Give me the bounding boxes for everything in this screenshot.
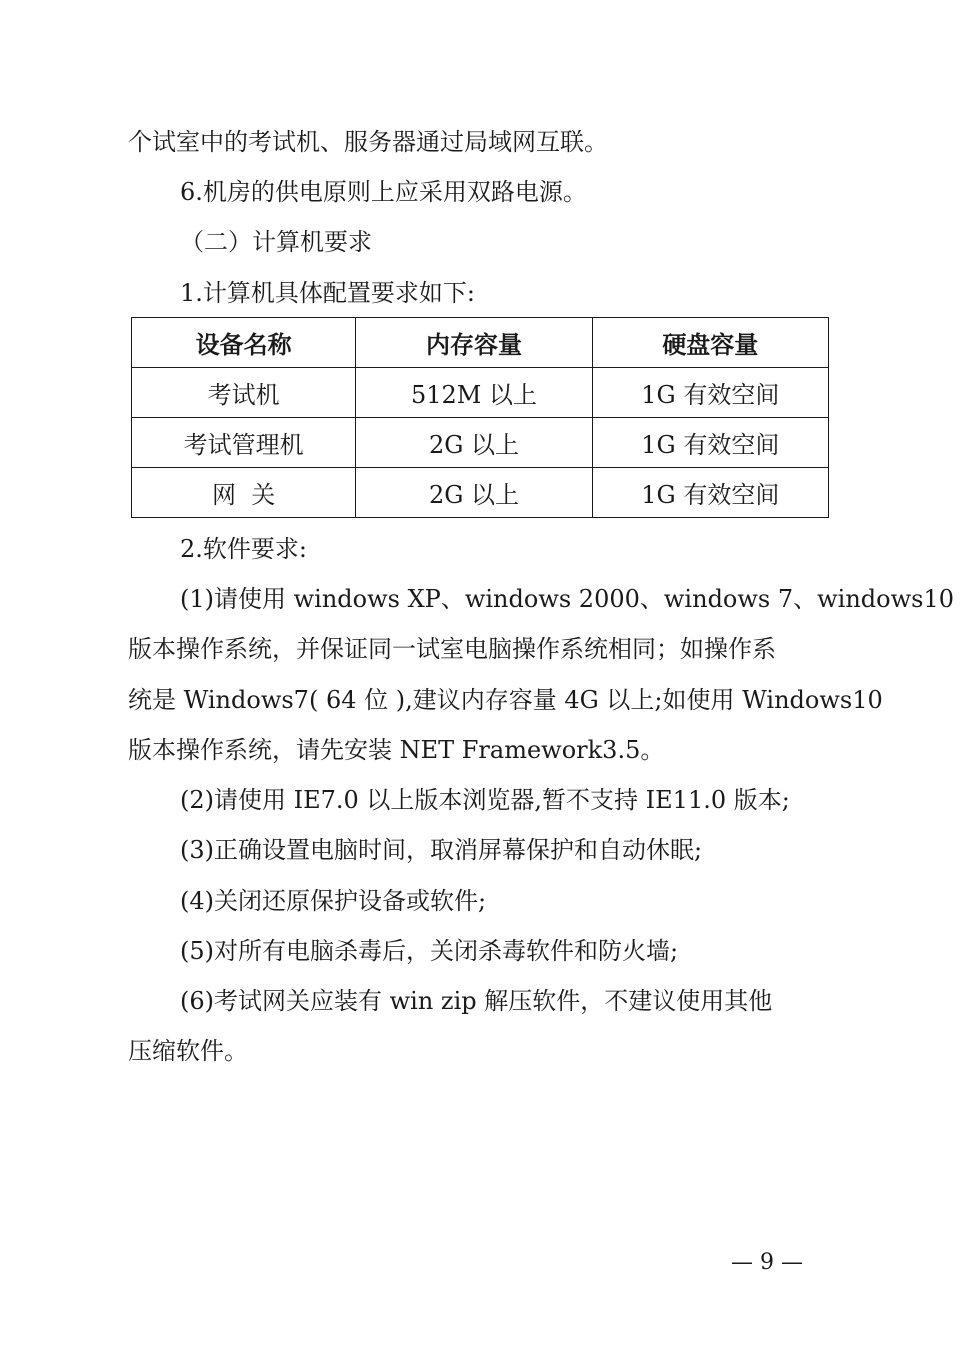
cell-memory: 2G 以上: [356, 468, 592, 518]
software-req-6-line2: 压缩软件。: [128, 1037, 248, 1065]
software-req-1-line2: 版本操作系统，并保证同一试室电脑操作系统相同；如操作系: [128, 635, 776, 663]
software-req-5: (5)对所有电脑杀毒后，关闭杀毒软件和防火墙;: [180, 937, 679, 965]
cell-device: 考试机: [132, 368, 356, 418]
software-req-1-line3: 统是 Windows7( 64 位 ),建议内存容量 4G 以上;如使用 Windows10: [128, 686, 883, 714]
table-row: [132, 368, 829, 418]
table-row: [132, 418, 829, 468]
config-table: [131, 317, 829, 518]
paragraph-power-supply: 6.机房的供电原则上应采用双路电源。: [180, 178, 587, 206]
table-row: [132, 468, 829, 518]
software-req-4: (4)关闭还原保护设备或软件;: [180, 887, 487, 915]
section-heading-computer: （二）计算机要求: [180, 228, 372, 256]
paragraph-lan: 个试室中的考试机、服务器通过局域网互联。: [128, 128, 608, 156]
header-memory: 内存容量: [356, 318, 592, 368]
cell-disk: 1G 有效空间: [592, 418, 828, 468]
software-req-3: (3)正确设置电脑时间，取消屏幕保护和自动休眠;: [180, 836, 703, 864]
page-number: — 9 —: [731, 1250, 803, 1275]
paragraph-config-intro: 1.计算机具体配置要求如下:: [180, 279, 475, 307]
software-req-1-line1: (1)请使用 windows XP、windows 2000、windows 7、windows10: [180, 585, 955, 613]
cell-device: 网 关: [132, 468, 356, 518]
software-requirements-title: 2.软件要求:: [180, 535, 307, 563]
software-req-2: (2)请使用 IE7.0 以上版本浏览器,暂不支持 IE11.0 版本;: [180, 786, 790, 814]
table-header-row: [132, 318, 829, 368]
cell-memory: 2G 以上: [356, 418, 592, 468]
header-device-name: 设备名称: [132, 318, 356, 368]
header-disk: 硬盘容量: [592, 318, 828, 368]
software-req-1-line4: 版本操作系统，请先安装 NET Framework3.5。: [128, 736, 665, 764]
cell-disk: 1G 有效空间: [592, 368, 828, 418]
cell-device: 考试管理机: [132, 418, 356, 468]
software-req-6-line1: (6)考试网关应装有 win zip 解压软件，不建议使用其他: [180, 987, 773, 1015]
cell-disk: 1G 有效空间: [592, 468, 828, 518]
cell-memory: 512M 以上: [356, 368, 592, 418]
